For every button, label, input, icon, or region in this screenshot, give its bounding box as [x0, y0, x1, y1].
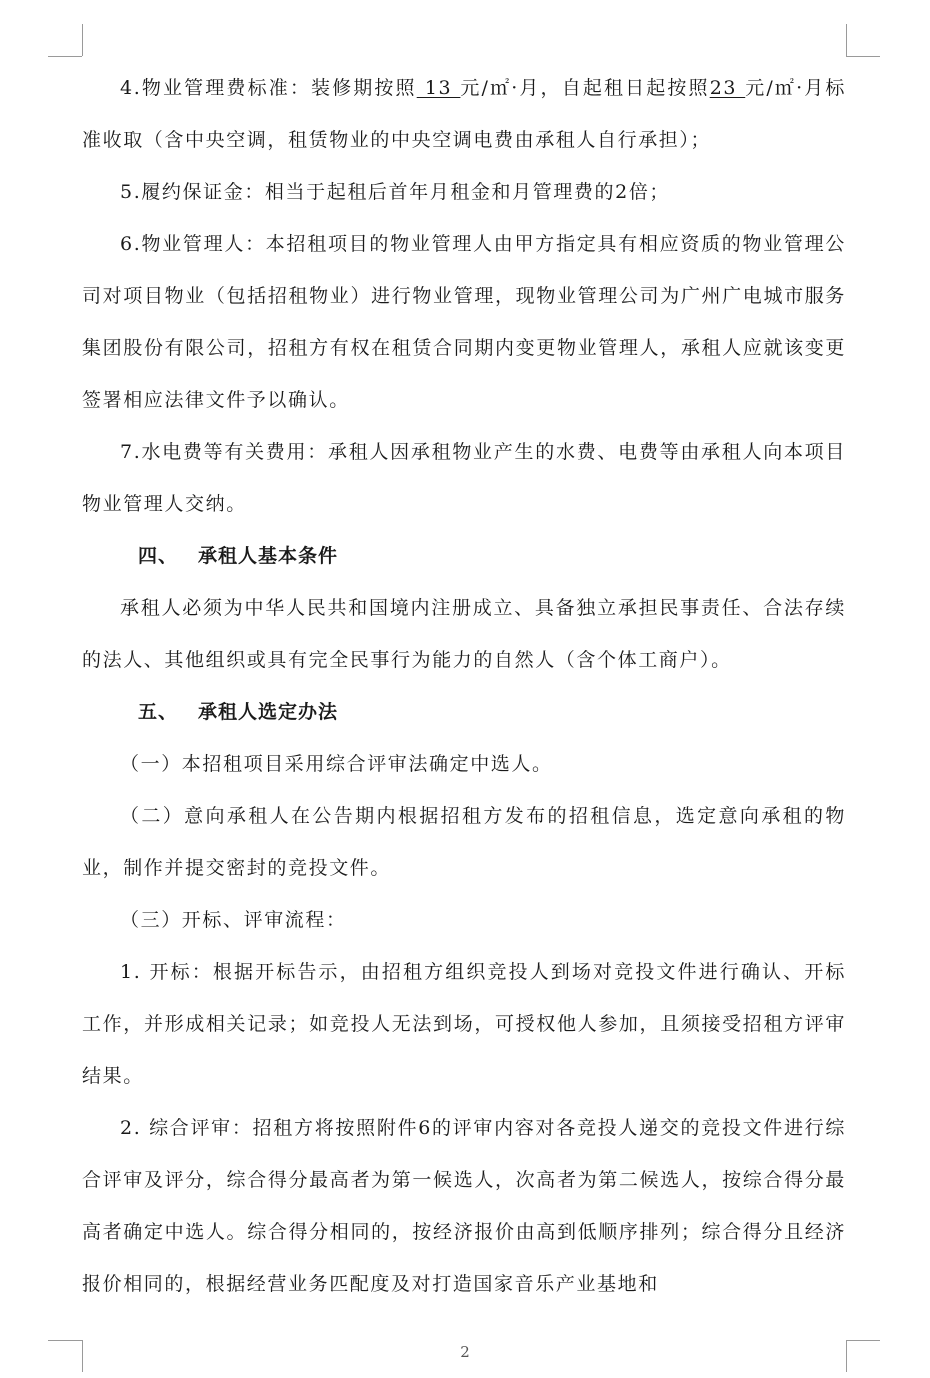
page-number: 2 — [460, 1343, 470, 1361]
paragraph-utility-fees: 7.水电费等有关费用：承租人因承租物业产生的水费、电费等由承租人向本项目物业管理人交纳。 — [82, 441, 846, 515]
paragraph-opening: 1. 开标：根据开标告示，由招租方组织竞投人到场对竞投文件进行确认、开标工作，并形成相关记录；如竞投人无法到场，可授权他人参加，且须接受招租方评审结果。 — [82, 961, 846, 1087]
fee-value-rent: 23 — [709, 77, 746, 99]
document-body — [82, 62, 846, 1310]
fee-text-2: 元/㎡·月，自起租日起按照 — [460, 77, 710, 99]
heading-title: 承租人选定办法 — [198, 701, 339, 723]
paragraph-method-2: （二）意向承租人在公告期内根据招租方发布的招租信息，选定意向承租的物业，制作并提交密封的竞投文件。 — [82, 805, 846, 879]
paragraph-lessee-conditions: 承租人必须为中华人民共和国境内注册成立、具备独立承担民事责任、合法存续的法人、其他组织或具有完全民事行为能力的自然人（含个体工商户）。 — [82, 597, 846, 671]
crop-mark-top-right — [846, 24, 847, 56]
heading-title: 承租人基本条件 — [198, 545, 339, 567]
crop-mark-top-left — [82, 24, 83, 56]
fee-text-1: 4.物业管理费标准：装修期按照 — [120, 77, 417, 99]
section-heading-4 — [82, 530, 846, 582]
crop-mark-top-left-h — [48, 56, 82, 57]
paragraph-method-1: （一）本招租项目采用综合评审法确定中选人。 — [120, 753, 553, 775]
heading-number: 四、 — [138, 545, 179, 567]
fee-text-3: 元/㎡·月标准收取（含中央空调，租赁物业的中央空调电费由承租人自行承担）； — [82, 77, 846, 151]
paragraph-method-3: （三）开标、评审流程： — [120, 909, 347, 931]
crop-mark-top-right-h — [846, 56, 880, 57]
section-heading-5 — [82, 686, 846, 738]
paragraph-property-manager: 6.物业管理人：本招租项目的物业管理人由甲方指定具有相应资质的物业管理公司对项目物业（包括招租物业）进行物业管理，现物业管理公司为广州广电城市服务集团股份有限公司，招租方有权在租赁合同期内变更物业管理人，承租人应就该变更签署相应法律文件予以确认。 — [82, 233, 846, 411]
paragraph-management-fee — [82, 62, 846, 166]
crop-mark-bottom-left-h — [48, 1340, 82, 1341]
crop-mark-bottom-right-h — [846, 1340, 880, 1341]
paragraph-deposit: 5.履约保证金：相当于起租后首年月租金和月管理费的2倍； — [120, 181, 671, 203]
fee-value-renovation: 13 — [416, 77, 461, 99]
heading-number: 五、 — [138, 701, 179, 723]
paragraph-evaluation: 2. 综合评审：招租方将按照附件6的评审内容对各竞投人递交的竞投文件进行综合评审及评分，综合得分最高者为第一候选人，次高者为第二候选人，按综合得分最高者确定中选人。综合得分相同的，按经济报价由高到低顺序排列；综合得分且经济报价相同的，根据经营业务匹配度及对打造国家音乐产业基地和 — [82, 1117, 846, 1295]
